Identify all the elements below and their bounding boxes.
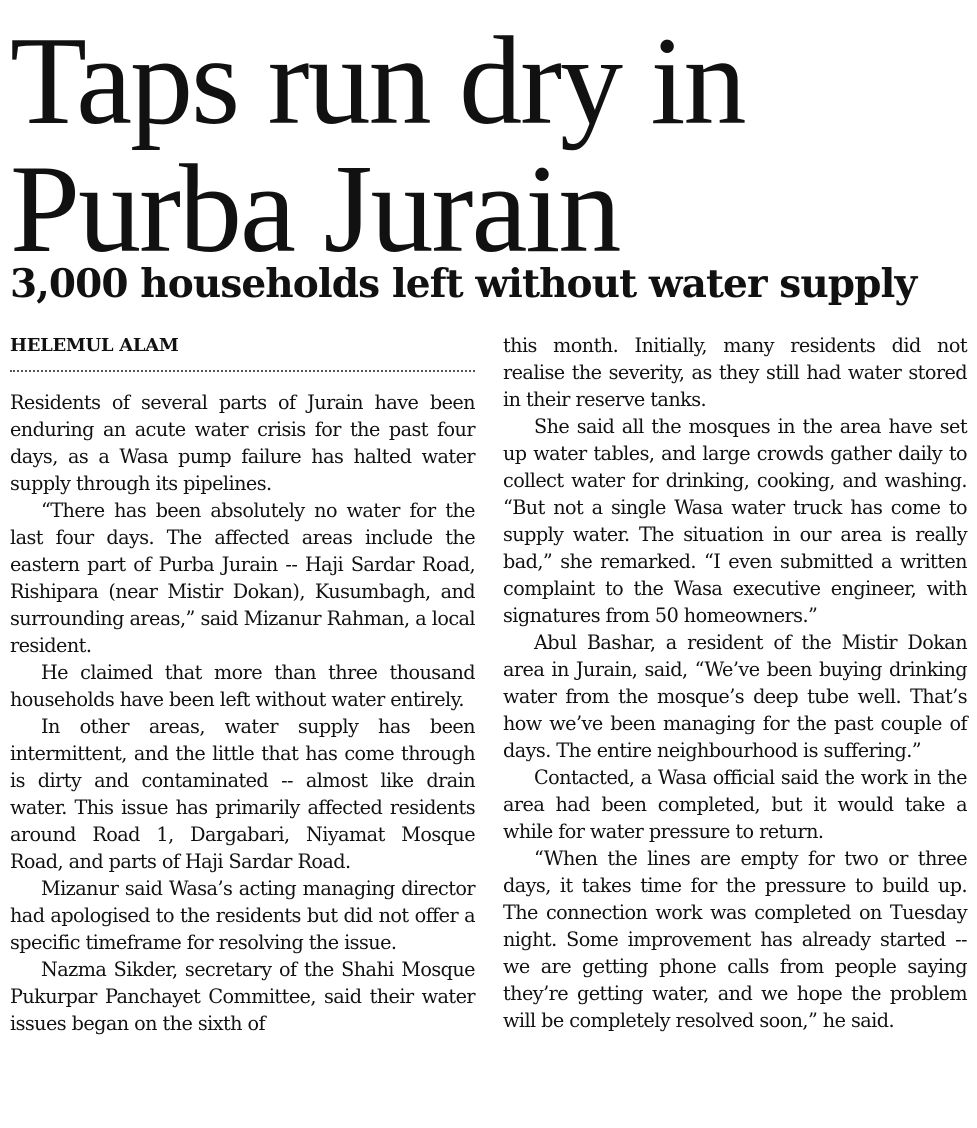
- paragraph: Contacted, a Wasa official said the work in the area had been completed, but it would take a while for water pressure to return.: [503, 766, 967, 843]
- paragraph: Mizanur said Wasa’s acting managing director had apologised to the residents but did not offer a specific timeframe for resolving the issue.: [10, 877, 475, 954]
- paragraph-continued: this month. Initially, many residents did not realise the severity, as they still had water stored in their reserve tanks.: [503, 334, 967, 411]
- paragraph: In other areas, water supply has been intermittent, and the little that has come through is dirty and contaminated -- almost like drain water. This issue has primarily affected residents around Road 1, Dargabari, Niyamat Mosque Road, and parts of Haji Sardar Road.: [10, 715, 475, 873]
- subheadline: 3,000 households left without water supply: [10, 261, 917, 307]
- article-column-left: [10, 332, 475, 1037]
- headline-line-2: Purba Jurain: [10, 140, 620, 279]
- paragraph: She said all the mosques in the area have set up water tables, and large crowds gather daily to collect water for drinking, cooking, and washing. “But not a single Wasa water truck has come to supply water. The situation in our area is really bad,” she remarked. “I even submitted a written complaint to the Wasa executive engineer, with signatures from 50 homeowners.”: [503, 415, 967, 627]
- article-column-right: [503, 332, 967, 1034]
- paragraph: Abul Bashar, a resident of the Mistir Dokan area in Jurain, said, “We’ve been buying drinking water from the mosque’s deep tube well. That’s how we’ve been managing for the past couple of days. The entire neighbourhood is suffering.”: [503, 631, 967, 762]
- paragraph: Nazma Sikder, secretary of the Shahi Mosque Pukurpar Panchayet Committee, said their water issues began on the sixth of: [10, 958, 475, 1035]
- paragraph: “There has been absolutely no water for the last four days. The affected areas include the eastern part of Purba Jurain -- Haji Sardar Road, Rishipara (near Mistir Dokan), Kusumbagh, and surrounding areas,” said Mizanur Rahman, a local resident.: [10, 499, 475, 657]
- headline-line-1: Taps run dry in: [10, 12, 745, 151]
- paragraph: Residents of several parts of Jurain have been enduring an acute water crisis for the past four days, as a Wasa pump failure has halted water supply through its pipelines.: [10, 391, 475, 495]
- paragraph: He claimed that more than three thousand households have been left without water entirely.: [10, 661, 475, 711]
- byline: HELEMUL ALAM: [10, 335, 179, 356]
- headline: [10, 12, 970, 279]
- paragraph: “When the lines are empty for two or three days, it takes time for the pressure to build up. The connection work was completed on Tuesday night. Some improvement has already started -- we are getting phone calls from people saying they’re getting water, and we hope the problem will be completely resolved soon,” he said.: [503, 847, 967, 1032]
- byline-divider: [10, 370, 475, 372]
